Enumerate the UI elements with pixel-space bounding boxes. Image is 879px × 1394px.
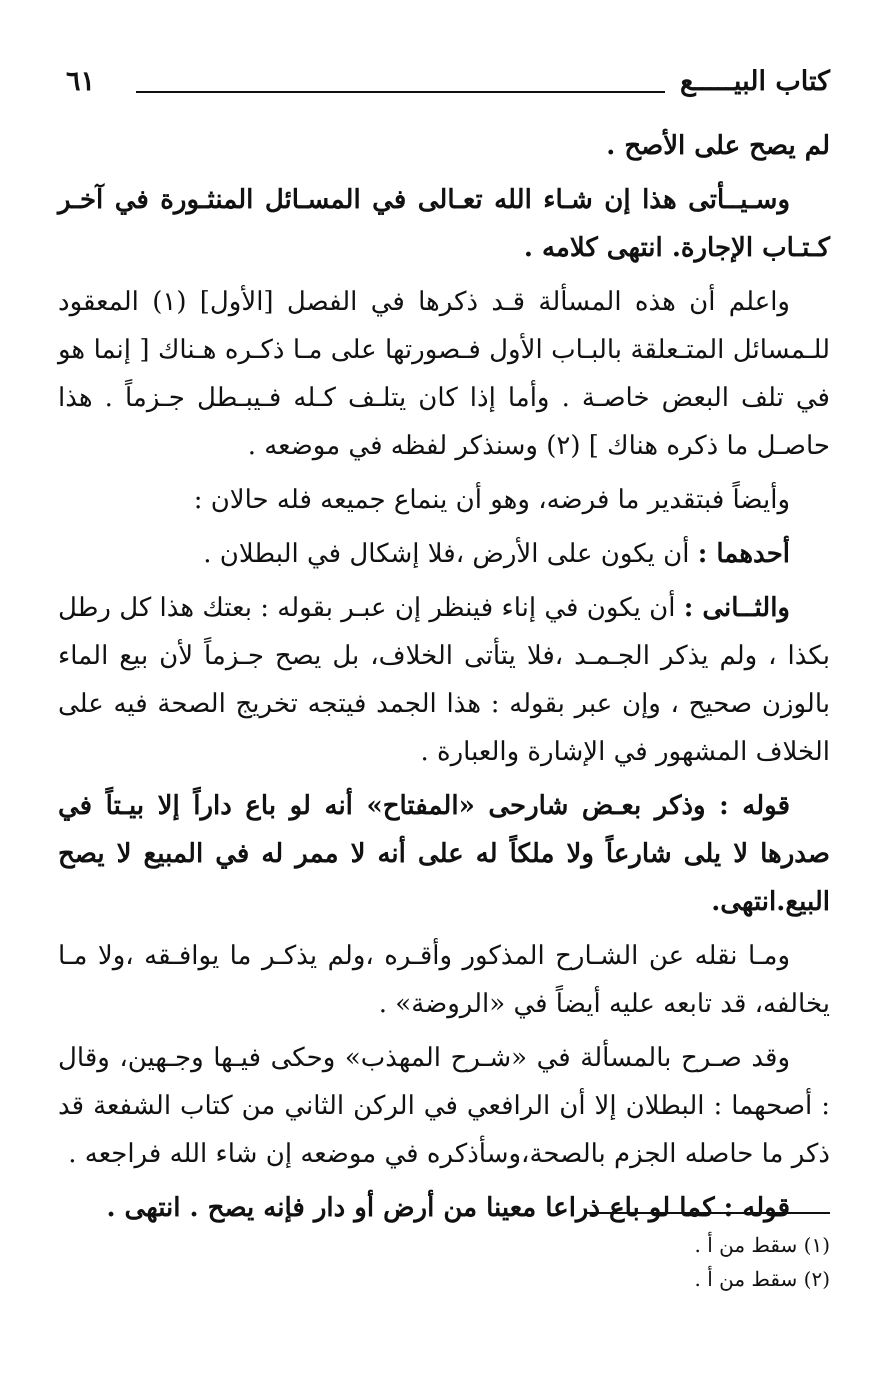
paragraph-text: وسـيــأتى هذا إن شـاء الله تعـالى في المسـائل المنثـورة في آخـر كـتـاب الإجارة. انتهى كلامه .: [58, 185, 830, 263]
paragraph-text: أن يكون في إناء فينظر إن عبـر بقوله : بعتك هذا كل رطل بكذا ، ولم يذكر الجـمـد ،فلا يتأتى الخلاف، بل يصح جـزماً لأن بيع الماء بالوزن صحيح ، وإن عبر بقوله : هذا الجمد فيتجه تخريج الصحة فيه على الخلاف المشهور في الإشارة والعبارة .: [58, 593, 830, 767]
book-title: كتاب البيـــــع: [680, 66, 830, 97]
footnote-area: [58, 1212, 830, 1296]
paragraph-1: [58, 122, 830, 170]
body-text: [58, 122, 830, 1232]
paragraph-3: [58, 278, 830, 470]
paragraph-text: ومـا نقله عن الشـارح المذكور وأقـره ،ولم يذكـر ما يوافـقه ،ولا مـا يخالفه، قد تابعه عليه أيضاً في «الروضة» .: [58, 941, 830, 1019]
paragraph-text: أن يكون على الأرض ،فلا إشكال في البطلان .: [203, 539, 698, 569]
footnote-1: (١) سقط من أ .: [694, 1233, 830, 1257]
paragraph-5: [58, 530, 830, 578]
paragraph-text: واعلم أن هذه المسألة قـد ذكرها في الفصل [الأول] (١) المعقود للـمسائل المتـعلقة بالبـاب الأول فـصورتها على مـا ذكـره هـناك [ إنما هو في تلف البعض خاصـة . وأما إذا كان يتلـف كـله فـيبـطل جـزماً . هذا حاصـل ما ذكره هناك ] (٢) وسنذكر لفظه في موضعه .: [58, 287, 830, 461]
paragraph-8: [58, 932, 830, 1028]
footnote-2: (٢) سقط من أ .: [694, 1267, 830, 1291]
footnote-rule: [586, 1212, 830, 1214]
paragraph-lead: والثــانى :: [683, 593, 790, 623]
paragraph-6: [58, 584, 830, 776]
paragraph-4: [58, 476, 830, 524]
paragraph-7: [58, 782, 830, 926]
paragraph-text: وقد صـرح بالمسألة في «شـرح المهذب» وحكى فيـها وجـهين، وقال : أصحهما : البطلان إلا أن الرافعي في الركن الثاني من كتاب الشفعة قد ذكر ما حاصله الجزم بالصحة،وسأذكره في موضعه إن شاء الله فراجعه .: [58, 1043, 830, 1169]
paragraph-text: وأيضاً فبتقدير ما فرضه، وهو أن ينماع جميعه فله حالان :: [193, 485, 790, 515]
paragraph-2: [58, 176, 830, 272]
paragraph-text: لم يصح على الأصح .: [606, 131, 830, 161]
header-rule: [136, 91, 665, 93]
paragraph-lead: أحدهما :: [697, 539, 790, 569]
document-page: [58, 60, 830, 1360]
running-head: [58, 60, 830, 112]
paragraph-9: [58, 1034, 830, 1178]
page-number: ٦١: [66, 66, 96, 97]
paragraph-text: قوله : كما لو باع ذراعا معينا من أرض أو دار فإنه يصح . انتهى .: [106, 1193, 790, 1223]
paragraph-text: قوله : وذكر بعـض شارحى «المفتاح» أنه لو باع داراً إلا بيـتاً في صدرها لا يلى شارعاً ولا ملكاً له على أنه لا ممر له في المبيع لا يصح البيع.انتهى.: [58, 791, 830, 917]
